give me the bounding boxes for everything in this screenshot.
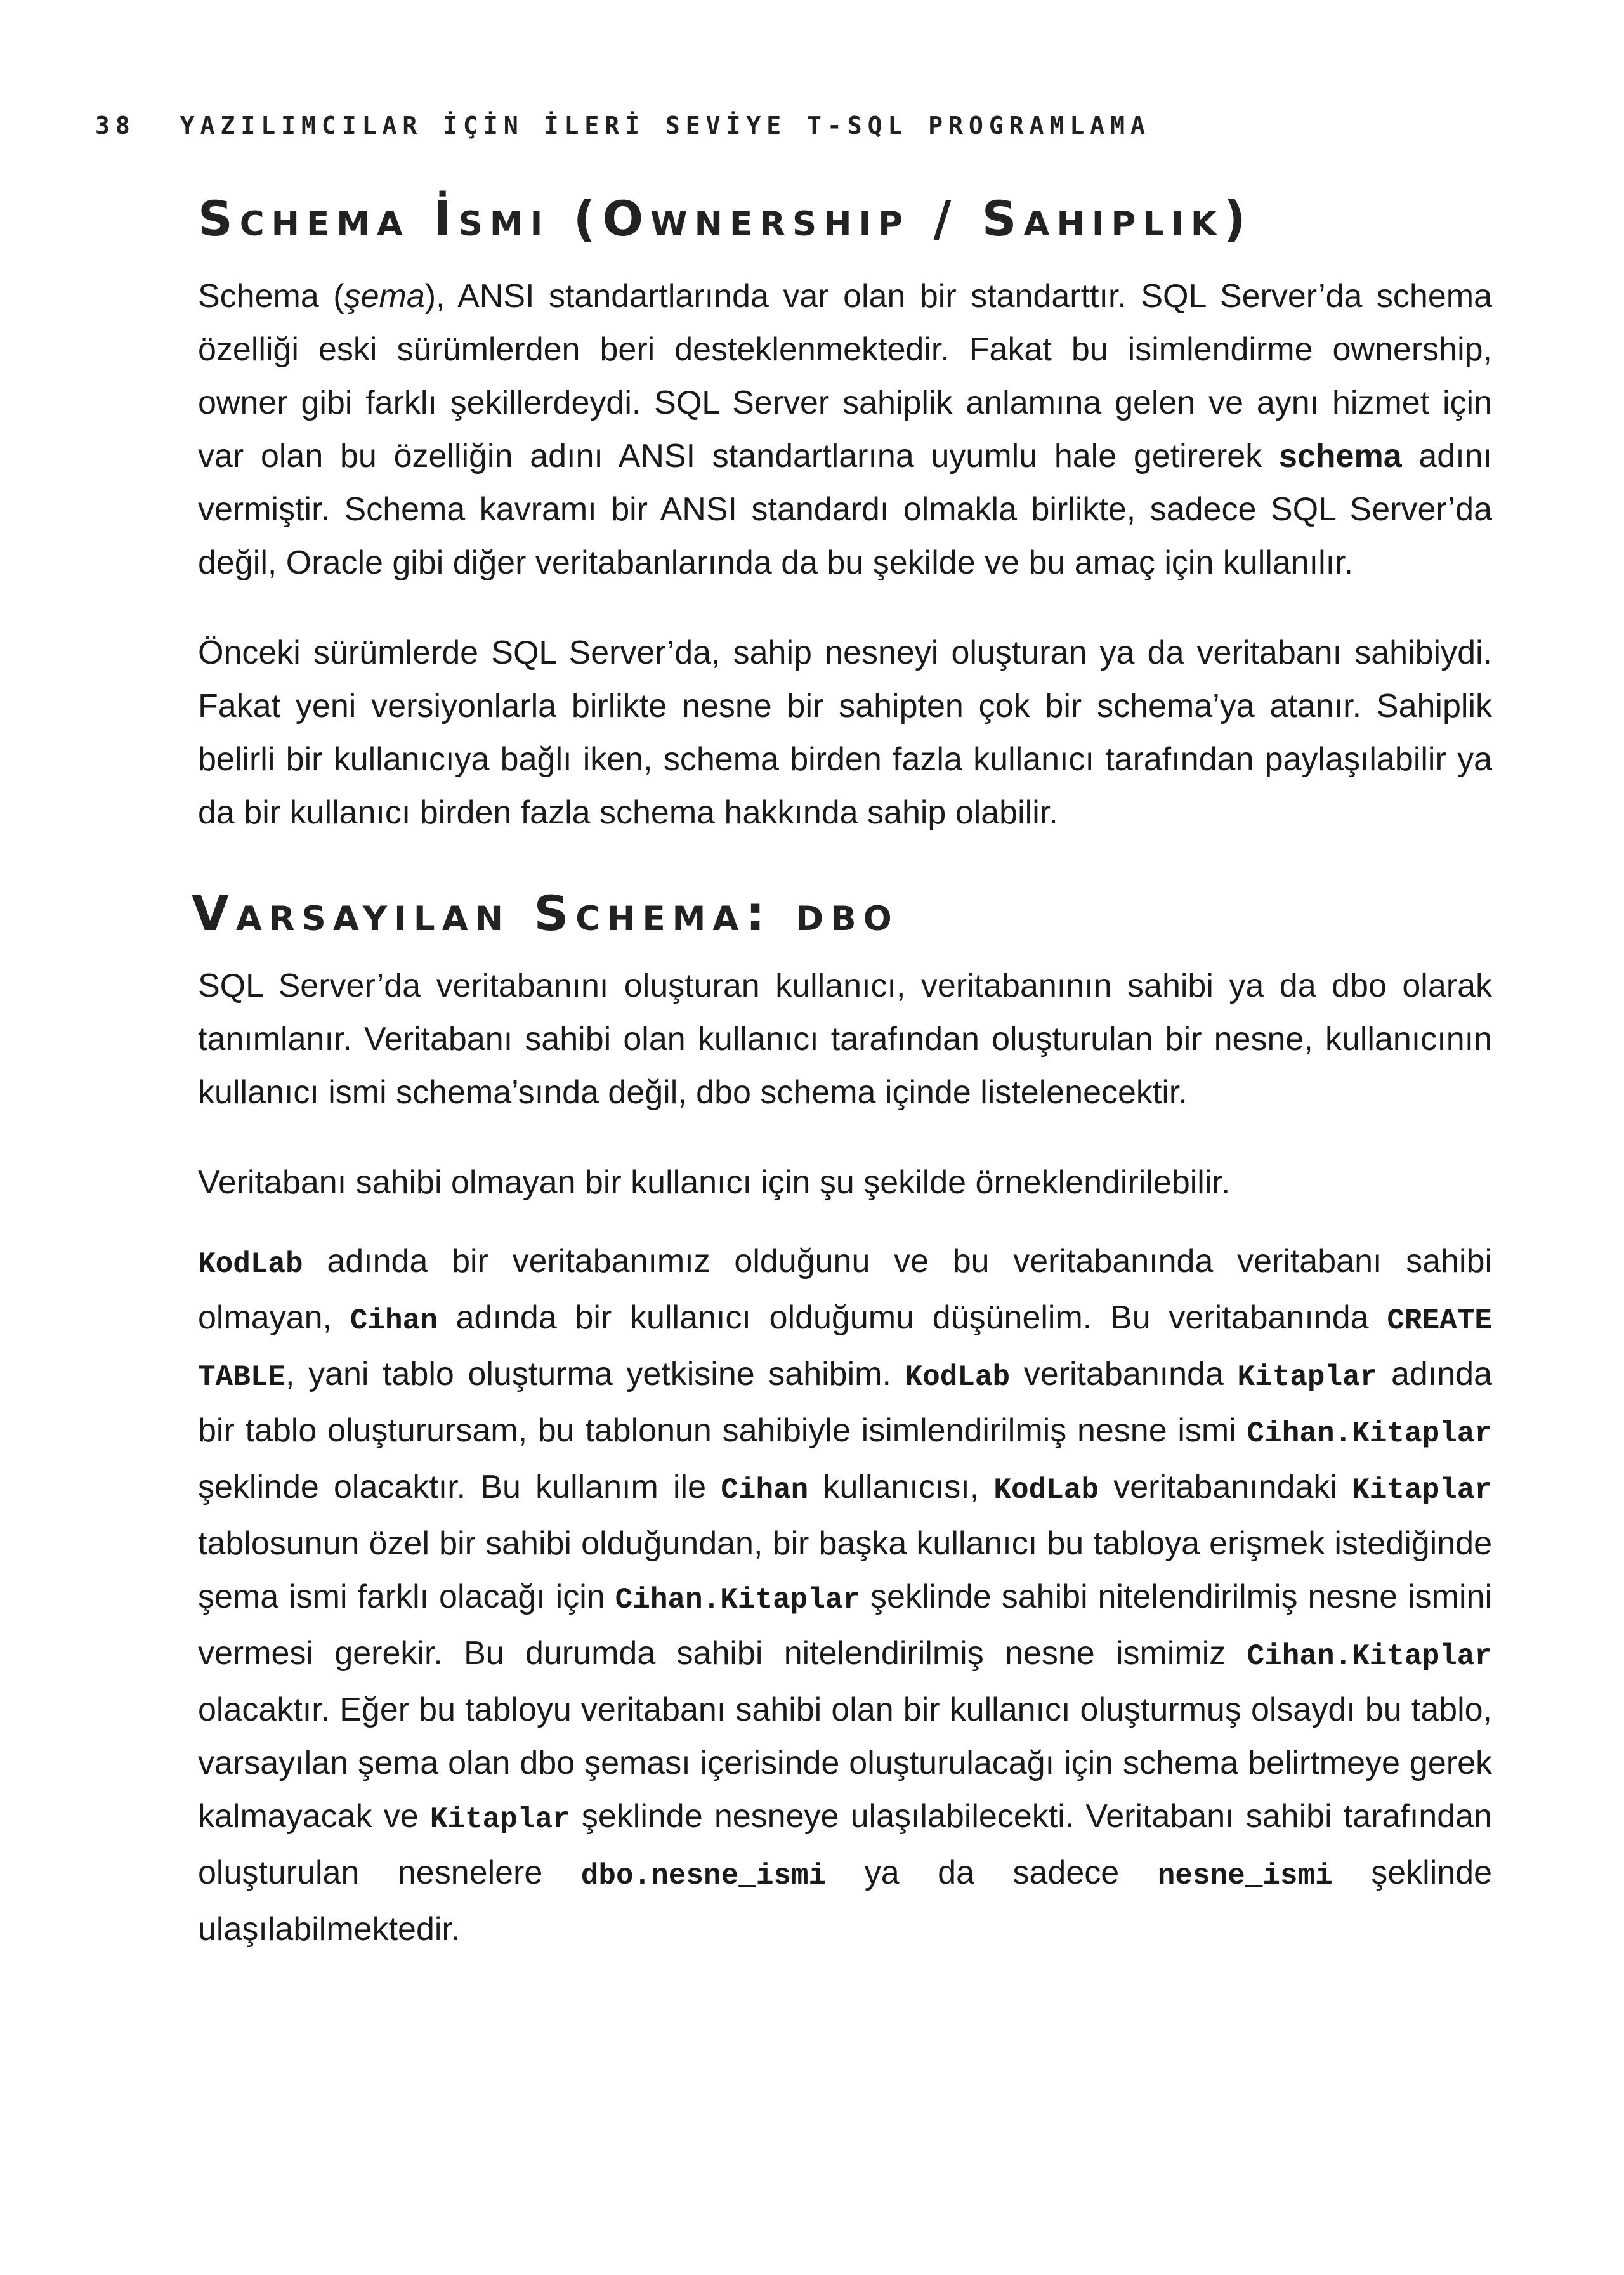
text-run: veritabanında [1010, 1356, 1238, 1393]
code-term: Cihan [721, 1474, 809, 1507]
paragraph [198, 1235, 1492, 1956]
book-title: YAZILIMCILAR İÇİN İLERİ SEVİYE T-SQL PROGRAMLAMA [180, 112, 1151, 140]
text-run: veritabanındaki [1099, 1469, 1352, 1505]
text-run: adında bir tablo oluşturursam, bu tablonun sahibiyle isimlendirilmiş nesne ismi [198, 1356, 1492, 1449]
text-run: şeklinde nesneye ulaşılabilecekti. Veritabanı sahibi tarafından oluşturulan nesnelere [198, 1798, 1492, 1891]
code-term: Cihan.Kitaplar [1247, 1417, 1492, 1450]
paragraph: Veritabanı sahibi olmayan bir kullanıcı için şu şekilde örneklendirilebilir. [198, 1164, 1231, 1201]
text-run: adını vermiştir. Schema kavramı bir ANSI standardı olmakla birlikte, sadece SQL Server’da değil, Oracle gibi diğer veritabanlarında da bu şekilde ve bu amaç için kullanılır. [198, 438, 1493, 581]
code-term: Kitaplar [429, 1803, 570, 1836]
code-term: dbo.nesne_ismi [580, 1859, 827, 1892]
code-term: Cihan.Kitaplar [615, 1583, 861, 1616]
italic-term: şema [344, 278, 425, 315]
paragraph [198, 270, 1492, 589]
paragraph: SQL Server’da veritabanını oluşturan kullanıcı, veritabanının sahibi ya da dbo olarak tanımlanır. Veritabanı sahibi olan kullanıcı tarafından oluşturulan bir nesne, kullanıcının kullanıcı ismi schema’sında değil, dbo schema içinde listelenecektir. [198, 967, 1492, 1111]
code-term: KodLab [905, 1361, 1011, 1394]
text-run: ya da sadece [826, 1854, 1158, 1891]
text-run: olacaktır. Eğer bu tabloyu veritabanı sahibi olan bir kullanıcı oluşturmuş olsaydı bu tablo, varsayılan şema olan dbo şeması içerisinde oluşturulacağı için schema belirtmeye gerek kalmayacak ve [198, 1691, 1492, 1835]
section-heading-schema-ismi: Schema İsmi (Ownership / Sahiplik) [198, 190, 1253, 247]
text-run: şeklinde olacaktır. Bu kullanım ile [198, 1469, 721, 1505]
bold-term: schema [1278, 438, 1402, 475]
code-term: Kitaplar [1237, 1361, 1378, 1394]
code-term: KodLab [198, 1248, 303, 1281]
text-run: şeklinde sahibi nitelendirilmiş nesne ismini vermesi gerekir. Bu durumda sahibi nitelendirilmiş nesne ismimiz [198, 1578, 1492, 1672]
text-run: , yani tablo oluşturma yetkisine sahibim. [285, 1356, 905, 1393]
page-body [192, 190, 1493, 1993]
text-run: şeklinde ulaşılabilmektedir. [198, 1854, 1493, 1948]
page-number: 38 [95, 112, 136, 140]
text-run: adında bir kullanıcı olduğumu düşünelim. Bu veritabanında [437, 1299, 1387, 1336]
section-heading-varsayilan-schema: Varsayılan Schema: dbo [192, 885, 899, 941]
code-term: Kitaplar [1352, 1474, 1492, 1507]
text-run: ), ANSI standartlarında var olan bir standarttır. SQL Server’da schema özelliği eski sürümlerden beri desteklenmektedir. Fakat bu isimlendirme ownership, owner gibi farklı şekillerdeydi. SQL Server sahiplik anlamına gelen ve aynı hizmet için var olan bu özelliğin adını ANSI standartlarına uyumlu hale getirerek [198, 278, 1492, 475]
code-term: nesne_ismi [1157, 1859, 1333, 1892]
text-run: kullanıcısı, [808, 1469, 994, 1505]
code-term: Cihan.Kitaplar [1247, 1640, 1492, 1673]
code-term: Cihan [350, 1304, 438, 1337]
running-header [95, 112, 1151, 140]
code-term: KodLab [993, 1474, 1099, 1507]
text-run: Schema ( [198, 278, 344, 315]
text-run: tablosunun özel bir sahibi olduğundan, bir başka kullanıcı bu tabloya erişmek istediğinde şema ismi farklı olacağı için [198, 1525, 1492, 1615]
paragraph: Önceki sürümlerde SQL Server’da, sahip nesneyi oluşturan ya da veritabanı sahibiydi. Fakat yeni versiyonlarla birlikte nesne bir sahipten çok bir schema’ya atanır. Sahiplik belirli bir kullanıcıya bağlı iken, schema birden fazla kullanıcı tarafından paylaşılabilir ya da bir kullanıcı birden fazla schema hakkında sahip olabilir. [198, 634, 1492, 831]
code-term: CREATE TABLE [198, 1304, 1492, 1394]
text-run: adında bir veritabanımız olduğunu ve bu veritabanında veritabanı sahibi olmayan, [198, 1243, 1492, 1336]
